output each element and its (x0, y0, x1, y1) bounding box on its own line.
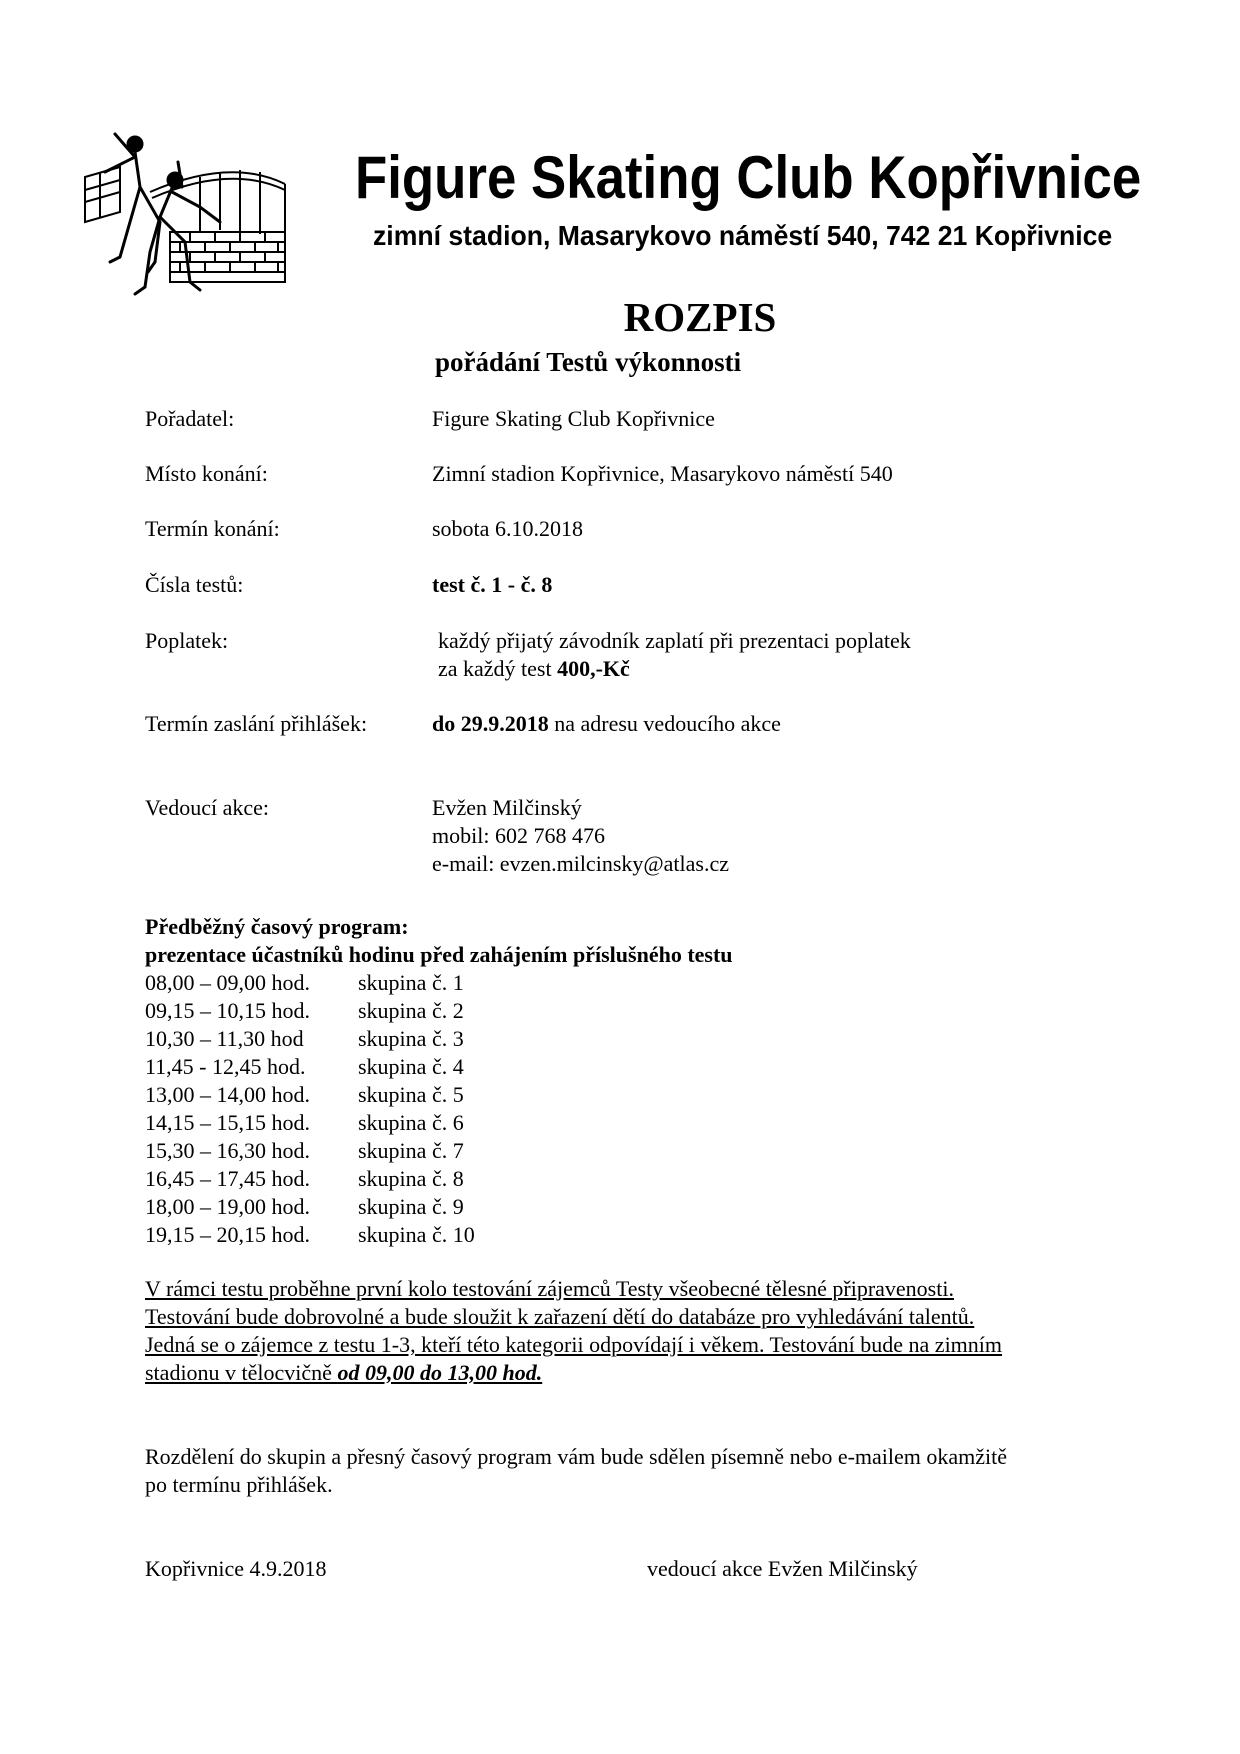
detail-label: Pořadatel: (145, 406, 235, 431)
schedule-group: skupina č. 1 (358, 970, 464, 995)
detail-label: Vedoucí akce: (145, 795, 269, 820)
schedule-group: skupina č. 7 (358, 1138, 464, 1163)
detail-label: Termín konání: (145, 516, 280, 541)
schedule-time: 11,45 - 12,45 hod. (145, 1054, 306, 1079)
schedule-time: 18,00 – 19,00 hod. (145, 1194, 310, 1219)
fee-amount: 400,-Kč (557, 656, 630, 681)
schedule-group: skupina č. 5 (358, 1082, 464, 1107)
fee-line-2-prefix: za každý test (438, 656, 558, 681)
schedule-time: 09,15 – 10,15 hod. (145, 998, 310, 1023)
detail-label: Místo konání: (145, 461, 268, 486)
schedule-time: 15,30 – 16,30 hod. (145, 1138, 310, 1163)
leader-mobile: mobil: 602 768 476 (432, 823, 605, 848)
schedule-group: skupina č. 9 (358, 1194, 464, 1219)
schedule-time: 14,15 – 15,15 hod. (145, 1110, 310, 1135)
club-name: Figure Skating Club Kopřivnice (355, 144, 1142, 211)
detail-value: Zimní stadion Kopřivnice, Masarykovo náměstí 540 (432, 461, 893, 486)
schedule-time: 08,00 – 09,00 hod. (145, 970, 310, 995)
schedule-group: skupina č. 6 (358, 1110, 464, 1135)
document-subtitle: pořádání Testů výkonnosti (435, 347, 742, 377)
note-line (145, 1359, 1145, 1387)
fee-line-1: každý přijatý závodník zaplatí při prezentaci poplatek (438, 628, 911, 653)
club-address: zimní stadion, Masarykovo náměstí 540, 742 21 Kopřivnice (373, 220, 1113, 251)
detail-label: Čísla testů: (145, 572, 244, 597)
note-line: Jedná se o zájemce z testu 1-3, kteří této kategorii odpovídají i věkem. Testování bude na zimním (145, 1332, 1003, 1357)
schedule-group: skupina č. 3 (358, 1026, 464, 1051)
detail-value: sobota 6.10.2018 (432, 516, 583, 541)
schedule-time: 13,00 – 14,00 hod. (145, 1082, 310, 1107)
schedule-time: 10,30 – 11,30 hod (145, 1026, 304, 1051)
program-subheading: prezentace účastníků hodinu před zahájením příslušného testu (145, 942, 733, 967)
leader-name: Evžen Milčinský (432, 795, 582, 820)
group-info-paragraph (145, 1443, 1145, 1499)
program-heading-block (145, 913, 733, 969)
place-date: Kopřivnice 4.9.2018 (145, 1556, 327, 1581)
deadline-date: do 29.9.2018 (432, 711, 549, 736)
leader-email: e-mail: evzen.milcinsky@atlas.cz (432, 851, 729, 876)
detail-value (432, 794, 729, 878)
deadline-suffix: na adresu vedoucího akce (548, 711, 781, 736)
program-heading: Předběžný časový program: (145, 914, 409, 939)
schedule-group: skupina č. 8 (358, 1166, 464, 1191)
detail-label: Termín zaslání přihlášek: (145, 711, 368, 736)
detail-value (432, 710, 781, 738)
info-line: po termínu přihlášek. (145, 1472, 333, 1497)
signature: vedoucí akce Evžen Milčinský (647, 1556, 918, 1581)
detail-value: test č. 1 - č. 8 (432, 572, 553, 597)
schedule-time: 16,45 – 17,45 hod. (145, 1166, 310, 1191)
document-title: ROZPIS (623, 294, 777, 340)
note-line: V rámci testu proběhne první kolo testování zájemců Testy všeobecné tělesné připravenosti. (145, 1276, 954, 1301)
schedule-group: skupina č. 2 (358, 998, 464, 1023)
schedule-group: skupina č. 4 (358, 1054, 464, 1079)
detail-label: Poplatek: (145, 628, 229, 653)
fee-line-2 (438, 655, 911, 683)
fitness-test-note (145, 1275, 1145, 1387)
detail-value: Figure Skating Club Kopřivnice (432, 406, 715, 431)
info-line: Rozdělení do skupin a přesný časový program vám bude sdělen písemně nebo e-mailem okamžitě (145, 1444, 1008, 1469)
detail-value (438, 627, 911, 683)
note-line-4-prefix: stadionu v tělocvičně (145, 1360, 338, 1385)
schedule-time: 19,15 – 20,15 hod. (145, 1222, 310, 1247)
note-time-range: od 09,00 do 13,00 hod. (337, 1360, 543, 1385)
schedule-group: skupina č. 10 (358, 1222, 475, 1247)
note-line: Testování bude dobrovolné a bude sloužit k zařazení dětí do databáze pro vyhledávání talentů. (145, 1304, 975, 1329)
